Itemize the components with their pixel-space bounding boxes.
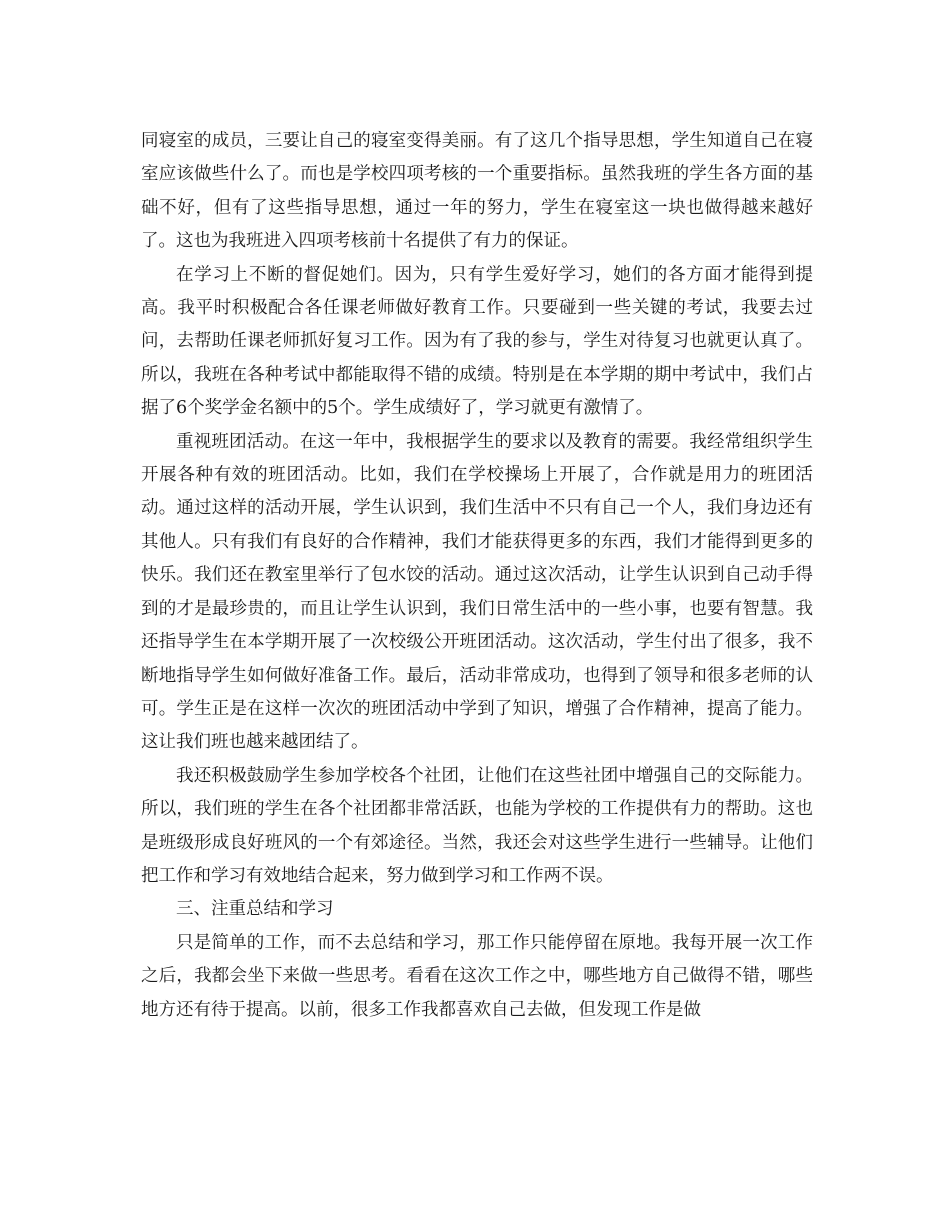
paragraph-dormitory: 同寝室的成员，三要让自己的寝室变得美丽。有了这几个指导思想，学生知道自己在寝室应该做些什么了。而也是学校四项考核的一个重要指标。虽然我班的学生各方面的基础不好，但有了这些指导思想，通过一年的努力，学生在寝室这一块也做得越来越好了。这也为我班进入四项考核前十名提供了有力的保证。 xyxy=(141,131,813,252)
section-heading: 三、注重总结和学习 xyxy=(176,899,334,920)
paragraph-class-activities: 重视班团活动。在这一年中，我根据学生的要求以及教育的需要。我经常组织学生开展各种有效的班团活动。比如，我们在学校操场上开展了，合作就是用力的班团活动。通过这样的活动开展，学生认识到，我们生活中不只有自己一个人，我们身边还有其他人。只有我们有良好的合作精神，我们才能获得更多的东西，我们才能得到更多的快乐。我们还在教室里举行了包水饺的活动。通过这次活动，让学生认识到自己动手得到的才是最珍贵的，而且让学生认识到，我们日常生活中的一些小事，也要有智慧。我还指导学生在本学期开展了一次校级公开班团活动。这次活动，学生付出了很多，我不断地指导学生如何做好准备工作。最后，活动非常成功，也得到了领导和很多老师的认可。学生正是在这样一次次的班团活动中学到了知识，增强了合作精神，提高了能力。这让我们班也越来越团结了。 xyxy=(141,431,813,753)
paragraph-summary: 只是简单的工作，而不去总结和学习，那工作只能停留在原地。我每开展一次工作之后，我都会坐下来做一些思考。看看在这次工作之中，哪些地方自己做得不错，哪些地方还有待于提高。以前，很多工作我都喜欢自己去做，但发现工作是做 xyxy=(141,932,813,1020)
paragraph-clubs: 我还积极鼓励学生参加学校各个社团，让他们在这些社团中增强自己的交际能力。所以，我们班的学生在各个社团都非常活跃，也能为学校的工作提供有力的帮助。这也是班级形成良好班风的一个有郊途径。当然，我还会对这些学生进行一些辅导。让他们把工作和学习有效地结合起来，努力做到学习和工作两不误。 xyxy=(141,765,813,886)
document-body xyxy=(141,125,813,1027)
paragraph-study: 在学习上不断的督促她们。因为，只有学生爱好学习，她们的各方面才能得到提高。我平时积极配合各任课老师做好教育工作。只要碰到一些关键的考试，我要去过问，去帮助任课老师抓好复习工作。因为有了我的参与，学生对待复习也就更认真了。所以，我班在各种考试中都能取得不错的成绩。特别是在本学期的期中考试中，我们占据了6个奖学金名额中的5个。学生成绩好了，学习就更有激情了。 xyxy=(141,264,813,419)
